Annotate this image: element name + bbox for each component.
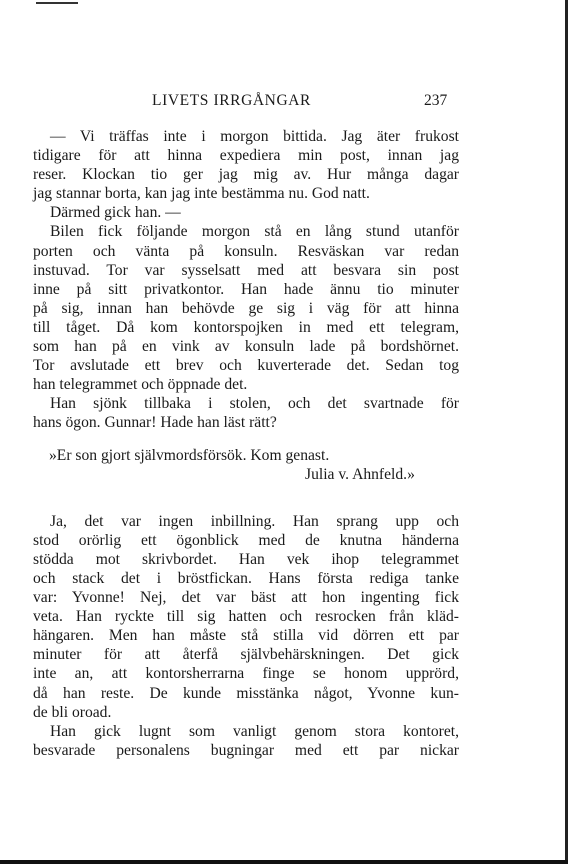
page-header bbox=[0, 92, 568, 116]
text-line: då han reste. De kunde misstänka något, Yvonne kun- bbox=[33, 684, 459, 702]
text-line: var: Yvonne! Nej, det var bäst att hon ingenting fick bbox=[33, 589, 459, 607]
running-title: LIVETS IRRGÅNGAR bbox=[152, 92, 311, 109]
text-line: Tor avslutade ett brev och kuverterade det. Sedan tog bbox=[33, 357, 459, 375]
page-body bbox=[33, 127, 459, 760]
text-line: — Vi träffas inte i morgon bittida. Jag äter frukost bbox=[50, 128, 459, 145]
telegram-quote bbox=[33, 446, 459, 484]
text-line: instuvad. Tor var sysselsatt med att besvara sin post bbox=[33, 261, 459, 279]
text-line: och stack det i bröstfickan. Hans första rediga tanke bbox=[33, 569, 459, 587]
spacer bbox=[33, 484, 459, 512]
text-line: Därmed gick han. — bbox=[50, 204, 181, 222]
text-line: som han på en vink av konsuln lade på bordshörnet. bbox=[33, 338, 459, 356]
telegram-signature: Julia v. Ahnfeld.» bbox=[305, 465, 415, 483]
paragraph bbox=[33, 127, 459, 203]
text-line: Han gick lugnt som vanligt genom stora kontoret, bbox=[50, 722, 459, 740]
page-number: 237 bbox=[424, 92, 448, 109]
text-line: han telegrammet och öppnade det. bbox=[33, 376, 248, 394]
page-edge-bottom bbox=[0, 860, 568, 864]
paragraph bbox=[33, 203, 459, 222]
paragraph bbox=[33, 722, 459, 760]
text-line: de bli oroad. bbox=[33, 703, 112, 721]
top-rule bbox=[36, 2, 78, 4]
text-line: Han sjönk tillbaka i stolen, och det svartnade för bbox=[50, 395, 459, 413]
text-line: reser. Klockan tio ger jag mig av. Hur många dagar bbox=[33, 166, 459, 184]
text-line: jag stannar borta, kan jag inte bestämma nu. God natt. bbox=[33, 185, 370, 203]
text-line: besvarade personalens bugningar med ett par nickar bbox=[33, 741, 459, 759]
text-line: Bilen fick följande morgon stå en lång stund utanför bbox=[50, 223, 459, 241]
text-line: hans ögon. Gunnar! Hade han läst rätt? bbox=[33, 414, 277, 432]
spacer bbox=[33, 433, 459, 446]
text-line: inte an, att kontorsherrarna finge se honom upprörd, bbox=[33, 665, 459, 683]
text-line: veta. Han ryckte till sig hatten och resrocken från kläd- bbox=[33, 608, 459, 626]
paragraph bbox=[33, 222, 459, 394]
text-line: stödda mot skrivbordet. Han vek ihop telegrammet bbox=[33, 550, 459, 568]
text-line: till tåget. Då kom kontorspojken in med ett telegram, bbox=[33, 318, 459, 336]
text-line: hängaren. Men han måste stå stilla vid dörren ett par bbox=[33, 627, 459, 645]
text-line: Ja, det var ingen inbillning. Han sprang upp och bbox=[50, 512, 459, 530]
text-line: på sig, innan han behövde ge sig i väg för att hinna bbox=[33, 299, 459, 317]
paragraph bbox=[33, 394, 459, 432]
text-line: tidigare för att hinna expediera min post, innan jag bbox=[33, 147, 459, 165]
text-line: porten och vänta på konsuln. Resväskan var redan bbox=[33, 242, 459, 260]
text-line: stod orörlig ett ögonblick med de knutna händerna bbox=[33, 531, 459, 549]
paragraph bbox=[33, 512, 459, 722]
telegram-text: »Er son gjort självmordsförsök. Kom genast. bbox=[49, 446, 330, 464]
text-line: inne på sitt privatkontor. Han hade ännu tio minuter bbox=[33, 280, 459, 298]
text-line: minuter för att återfå självbehärskningen. Det gick bbox=[33, 646, 459, 664]
